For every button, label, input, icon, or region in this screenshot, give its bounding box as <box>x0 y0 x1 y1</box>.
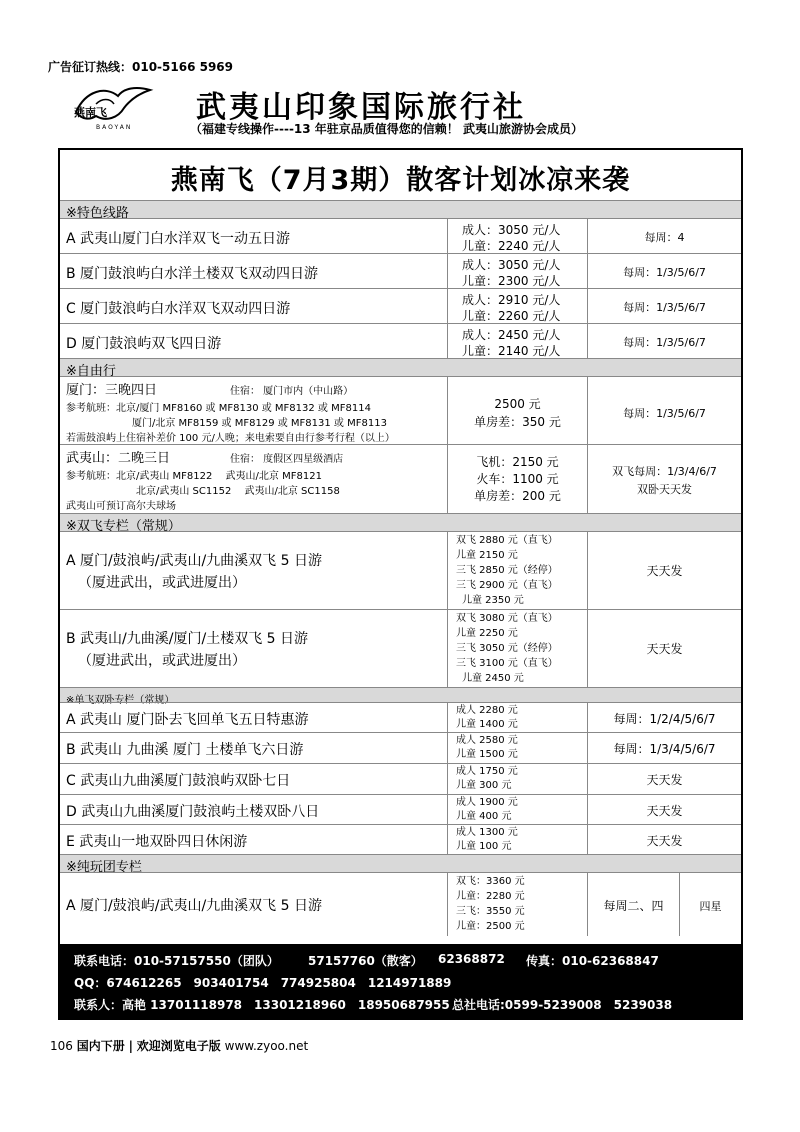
agency-name: 武夷山印象国际旅行社 <box>196 90 526 125</box>
agency-tagline: （福建专线操作----13 年驻京品质值得您的信赖！ 武夷山旅游协会成员） <box>190 122 583 136</box>
route-name: A 厦门/鼓浪屿/武夷山/九曲溪双飞 5 日游 <box>66 553 322 569</box>
free-title: 厦门：三晚四日 <box>66 383 158 398</box>
table-row <box>60 794 741 824</box>
table-row <box>60 444 741 513</box>
adult-price: 成人：2910 元/人 <box>462 293 561 307</box>
contact-persons: 联系人：高艳 13701118978 13301218960 18950687955 <box>74 998 450 1012</box>
contact-bar <box>60 944 741 1018</box>
stay-info: 住宿： 厦门市内（中山路） <box>230 386 354 397</box>
adult-price: 成人 2280 元 <box>456 705 518 716</box>
child-price: 儿童：2260 元/人 <box>462 309 561 323</box>
route-name: C 武夷山九曲溪厦门鼓浪屿双卧七日 <box>66 773 291 789</box>
footer-separator: | <box>128 1039 133 1053</box>
section-label: ※纯玩团专栏 <box>66 860 142 875</box>
section-label: ※单飞双卧专栏（常规） <box>66 695 175 706</box>
table-row <box>60 376 741 444</box>
train-price: 火车：1100 元 <box>476 472 559 486</box>
page-title: 燕南飞（7月3期）散客计划冰凉来袭 <box>170 165 631 196</box>
package-price: 2500 元 <box>494 397 541 411</box>
table-row <box>60 609 741 687</box>
schedule: 天天发 <box>646 804 683 818</box>
adult-price: 成人 1900 元 <box>456 797 518 808</box>
plane-price: 飞机：2150 元 <box>476 455 559 469</box>
head-office-phone: 总社电话:0599-5239008 5239038 <box>452 998 673 1012</box>
single-room-price: 单房差：350 元 <box>474 415 561 429</box>
section-double-fly <box>60 513 741 534</box>
child-price: 儿童 300 元 <box>456 780 512 791</box>
child-price: 儿童：2140 元/人 <box>462 344 561 358</box>
schedule: 双飞每周：1/3/4/6/7 <box>612 465 717 478</box>
price-item: 三飞 3050 元（经停） <box>456 643 558 654</box>
table-row <box>60 253 741 288</box>
schedule: 天天发 <box>646 834 683 848</box>
route-name: D 厦门鼓浪屿双飞四日游 <box>66 336 222 352</box>
table-row <box>60 702 741 732</box>
price-item: 儿童 2350 元 <box>462 595 524 606</box>
adult-price: 成人：3050 元/人 <box>462 223 561 237</box>
title-bar <box>60 150 741 200</box>
logo-text: 燕南飞 <box>74 106 107 119</box>
table-row <box>60 218 741 253</box>
stay-info: 住宿： 度假区四星级酒店 <box>230 454 344 465</box>
price-item: 儿童 2150 元 <box>456 550 518 561</box>
schedule: 每周：1/3/5/6/7 <box>623 301 706 314</box>
free-note: 武夷山可预订高尔夫球场 <box>66 501 176 512</box>
child-price: 儿童 400 元 <box>456 811 512 822</box>
table-row <box>60 531 741 609</box>
child-price: 儿童 1500 元 <box>456 749 518 760</box>
price-item: 三飞 2850 元（经停） <box>456 565 558 576</box>
price-item: 三飞 3100 元（直飞） <box>456 658 558 669</box>
adult-price: 成人：2450 元/人 <box>462 328 561 342</box>
agency-header <box>60 76 750 140</box>
price-item: 双飞 3080 元（直飞） <box>456 613 558 624</box>
flight-info: 参考航班：北京/武夷山 MF8122 武夷山/北京 MF8121 <box>66 471 322 482</box>
footer-url[interactable]: www.zyoo.net <box>224 1039 309 1053</box>
route-name: B 厦门鼓浪屿白水洋土楼双飞双动四日游 <box>66 266 319 282</box>
schedule: 天天发 <box>646 564 683 578</box>
route-name: B 武夷山 九曲溪 厦门 土楼单飞六日游 <box>66 742 304 758</box>
flight-info: 参考航班：北京/厦门 MF8160 或 MF8130 或 MF8132 或 MF8114 <box>66 403 371 414</box>
schedule: 天天发 <box>646 642 683 656</box>
section-label: ※特色线路 <box>66 206 129 221</box>
logo-text-en: BAOYAN <box>96 124 133 131</box>
free-title: 武夷山：二晚三日 <box>66 451 171 466</box>
schedule: 每周：1/3/5/6/7 <box>623 266 706 279</box>
footer-section: 国内下册 <box>76 1039 125 1053</box>
section-single-fly <box>60 687 741 706</box>
section-free-travel <box>60 358 741 379</box>
price-item: 双飞 2880 元（直飞） <box>456 535 558 546</box>
price-item: 三飞：3550 元 <box>456 906 525 917</box>
price-item: 三飞 2900 元（直飞） <box>456 580 558 591</box>
schedule: 每周：1/3/5/6/7 <box>623 336 706 349</box>
table-row <box>60 323 741 358</box>
section-featured <box>60 200 741 221</box>
price-item: 双飞：3360 元 <box>456 876 525 887</box>
flight-info: 厦门/北京 MF8159 或 MF8129 或 MF8131 或 MF8113 <box>132 418 387 429</box>
contact-qq: QQ：674612265 903401754 774925804 1214971889 <box>74 976 452 990</box>
route-name: C 厦门鼓浪屿白水洋双飞双动四日游 <box>66 301 291 317</box>
table-row <box>60 872 741 936</box>
route-note: （厦进武出，或武进厦出） <box>78 653 246 669</box>
route-name: B 武夷山/九曲溪/厦门/土楼双飞 5 日游 <box>66 631 309 647</box>
table-row <box>60 732 741 763</box>
page-footer <box>50 1037 308 1054</box>
table-row <box>60 824 741 854</box>
price-item: 儿童：2280 元 <box>456 891 525 902</box>
schedule: 每周：1/3/5/6/7 <box>623 407 706 420</box>
schedule: 天天发 <box>646 773 683 787</box>
hotel-level: 四星 <box>699 900 722 913</box>
schedule: 每周二、四 <box>603 899 664 913</box>
tour-schedule-table <box>58 148 743 1020</box>
adult-price: 成人 1300 元 <box>456 827 518 838</box>
route-name: A 武夷山厦门白水洋双飞一动五日游 <box>66 231 291 247</box>
contact-phone: 联系电话：010-57157550（团队） <box>74 954 279 968</box>
child-price: 儿童 100 元 <box>456 841 512 852</box>
price-item: 儿童：2500 元 <box>456 921 525 932</box>
price-item: 儿童 2250 元 <box>456 628 518 639</box>
adult-price: 成人：3050 元/人 <box>462 258 561 272</box>
child-price: 儿童 1400 元 <box>456 719 518 730</box>
adult-price: 成人 2580 元 <box>456 735 518 746</box>
schedule: 每周：4 <box>644 231 685 244</box>
child-price: 儿童：2240 元/人 <box>462 239 561 253</box>
route-name: D 武夷山九曲溪厦门鼓浪屿土楼双卧八日 <box>66 804 320 820</box>
section-label: ※自由行 <box>66 364 116 379</box>
price-item: 儿童 2450 元 <box>462 673 524 684</box>
table-row <box>60 763 741 794</box>
schedule: 每周：1/2/4/5/6/7 <box>613 712 716 726</box>
route-name: A 厦门/鼓浪屿/武夷山/九曲溪双飞 5 日游 <box>66 898 322 914</box>
route-name: A 武夷山 厦门卧去飞回单飞五日特惠游 <box>66 712 309 728</box>
contact-fax: 传真：010-62368847 <box>526 954 659 968</box>
child-price: 儿童：2300 元/人 <box>462 274 561 288</box>
single-room-price: 单房差：200 元 <box>474 489 561 503</box>
section-label: ※双飞专栏（常规） <box>66 519 181 534</box>
adult-price: 成人 1750 元 <box>456 766 518 777</box>
free-note: 若需鼓浪屿上住宿补差价 100 元/人晚；来电索要自由行参考行程（以上） <box>66 433 395 444</box>
footer-slogan: 欢迎浏览电子版 <box>136 1039 221 1053</box>
schedule: 双卧天天发 <box>637 483 692 496</box>
route-note: （厦进武出，或武进厦出） <box>78 575 246 591</box>
schedule: 每周：1/3/4/5/6/7 <box>613 742 716 756</box>
table-row <box>60 288 741 323</box>
ad-hotline: 广告征订热线：010-5166 5969 <box>48 60 234 74</box>
contact-phone-extra: 62368872 <box>438 952 505 966</box>
section-pure-play <box>60 854 741 875</box>
contact-phone-individual: 57157760（散客） <box>308 954 423 968</box>
flight-info: 北京/武夷山 SC1152 武夷山/北京 SC1158 <box>136 486 340 497</box>
page-number: 106 <box>50 1039 73 1053</box>
route-name: E 武夷山一地双卧四日休闲游 <box>66 834 248 850</box>
